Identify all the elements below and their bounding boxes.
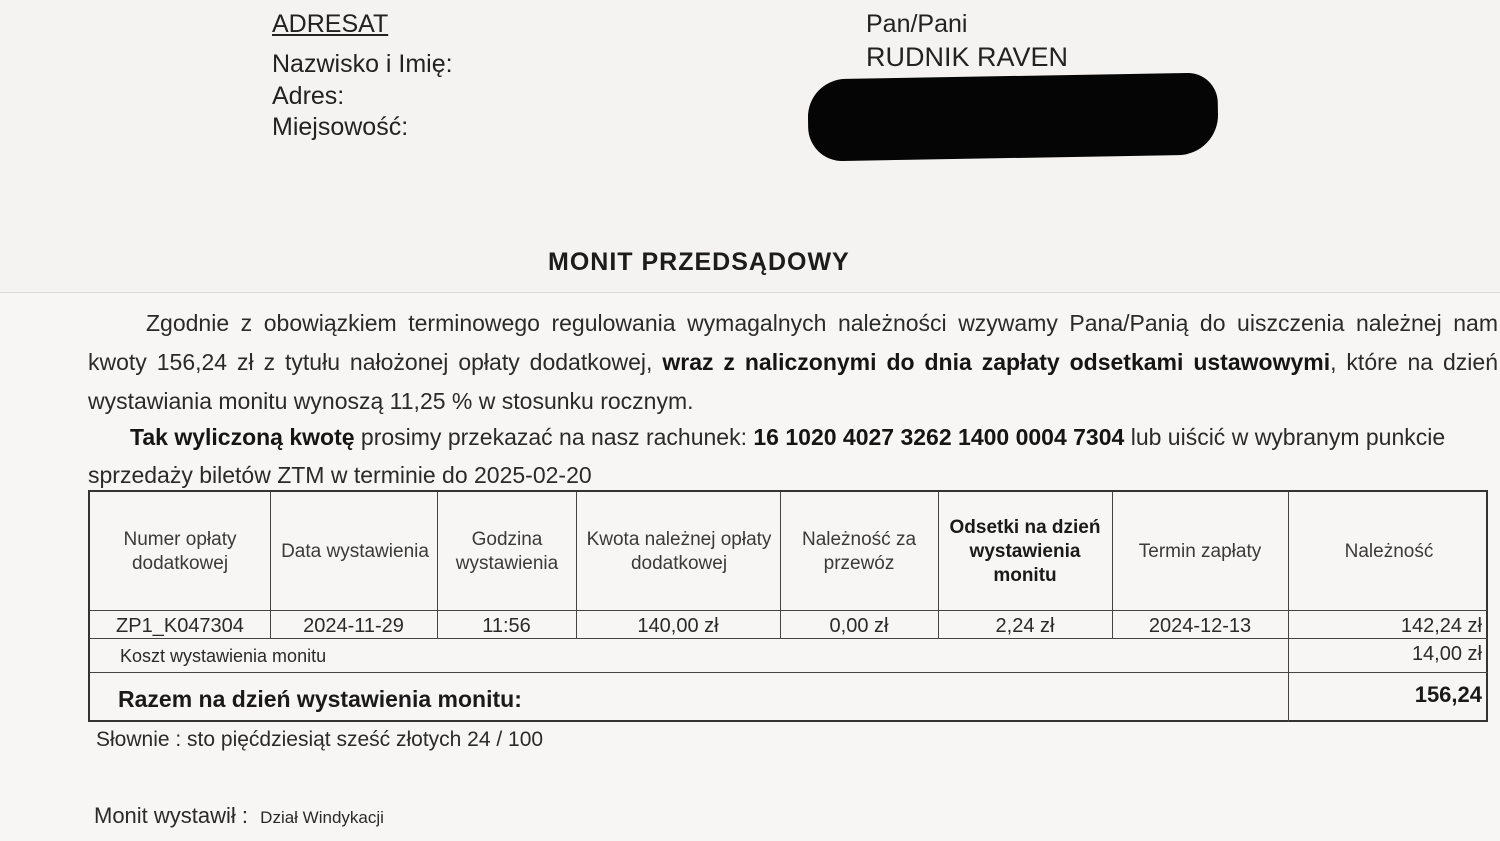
fee-value: 14,00 zł — [1411, 642, 1482, 665]
header-interest: Odsetki na dzień wystawienia monitu — [949, 517, 1101, 586]
amount-in-words: Słownie : sto pięćdziesiąt sześć złotych 24 / 100 — [96, 728, 544, 751]
issued-by-label: Monit wystawił : — [94, 803, 249, 828]
cell-interest: 2,24 zł — [995, 614, 1055, 637]
salutation: Pan/Pani — [866, 10, 968, 38]
header-amount-due: Należność — [1344, 541, 1434, 562]
header-fine-amount: Kwota należnej opłaty dodatkowej — [586, 529, 772, 574]
redaction-mark — [807, 72, 1218, 161]
addressee-heading: ADRESAT — [272, 10, 389, 38]
fee-label: Koszt wystawienia monitu — [120, 645, 327, 666]
payment-bold-lead: Tak wyliczoną kwotę — [130, 424, 355, 450]
paragraph-demand-bold: wraz z naliczonymi do dnia zapłaty odsetkami ustawowymi — [662, 349, 1331, 375]
payment-text-b: lub uiścić w wybranym punkcie sprzedaży biletów ZTM w terminie do 2025-02-20 — [88, 424, 1446, 488]
paragraph-payment — [88, 418, 1498, 494]
label-name: Nazwisko i Imię: — [272, 50, 453, 78]
header-issue-date: Data wystawienia — [281, 541, 429, 562]
label-city: Miejsowość: — [272, 113, 409, 141]
total-label: Razem na dzień wystawienia monitu: — [118, 685, 522, 712]
bank-account-number: 16 1020 4027 3262 1400 0004 7304 — [753, 424, 1125, 450]
payment-text-a: prosimy przekazać na nasz rachunek: — [360, 424, 747, 450]
paragraph-demand — [88, 304, 1498, 421]
header-due-date: Termin zapłaty — [1138, 541, 1262, 562]
charges-table — [88, 490, 1488, 722]
issued-by — [94, 803, 384, 829]
cell-issue-date: 2024-11-29 — [303, 614, 404, 637]
header-fare-due: Należność za przewóz — [801, 529, 917, 574]
cell-issue-time: 11:56 — [482, 614, 531, 637]
label-address: Adres: — [272, 82, 345, 110]
header-issue-time: Godzina wystawienia — [455, 529, 559, 574]
total-value: 156,24 — [1414, 682, 1482, 707]
cell-due-date: 2024-12-13 — [1148, 614, 1252, 637]
addressee-name: RUDNIK RAVEN — [866, 42, 1069, 72]
issued-by-value: Dział Windykacji — [260, 808, 384, 827]
paragraph-demand-text-a: Zgodnie z obowiązkiem terminowego regulowania wymagalnych należności wzywamy Pana/Panią do uiszczenia należnej nam kwoty 156,24 zł z tytułu nałożonej opłaty dodatkowej, — [88, 310, 1498, 375]
cell-fine-number: ZP1_K047304 — [116, 614, 244, 637]
header-fine-number: Numer opłaty dodatkowej — [123, 529, 237, 574]
paragraph-demand-text-b: , które na dzień wystawiania monitu wynoszą 11,25 % w stosunku rocznym. — [88, 349, 1499, 414]
document-title: MONIT PRZEDSĄDOWY — [548, 248, 850, 276]
cell-fine-amount: 140,00 zł — [637, 614, 719, 637]
cell-fare-due: 0,00 zł — [829, 614, 889, 637]
cell-amount-due: 142,24 zł — [1400, 614, 1482, 637]
